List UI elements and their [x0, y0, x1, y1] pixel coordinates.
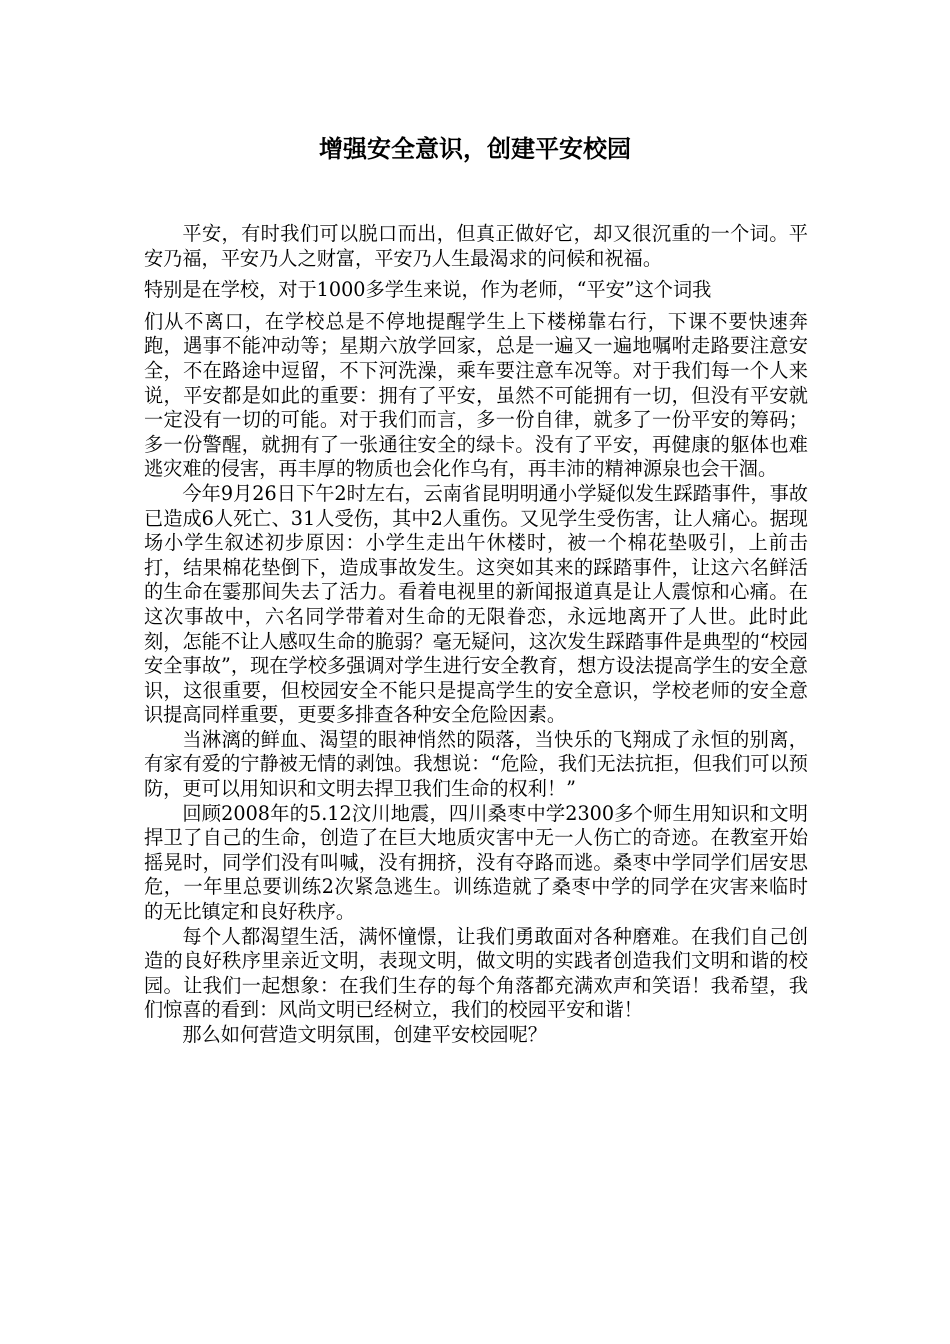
paragraph-4: 今年9月26日下午2时左右，云南省昆明明通小学疑似发生踩踏事件，事故已造成6人死亡、31人受伤，其中2人重伤。又见学生受伤害，让人痛心。据现场小学生叙述初步原因：小学生走出午休楼时，被一个棉花垫吸引，上前击打，结果棉花垫倒下，造成事故发生。这突如其来的踩踏事件，让这六名鲜活的生命在霎那间失去了活力。看着电视里的新闻报道真是让人震惊和心痛。在这次事故中，六名同学带着对生命的无限眷恋，永远地离开了人世。此时此刻，怎能不让人感叹生命的脆弱？毫无疑问，这次发生踩踏事件是典型的“校园安全事故”，现在学校多强调对学生进行安全教育，想方设法提高学生的安全意识，这很重要，但校园安全不能只是提高学生的安全意识，学校老师的安全意识提高同样重要，更要多排查各种安全危险因素。 [144, 481, 808, 727]
paragraph-7: 每个人都渴望生活，满怀憧憬，让我们勇敢面对各种磨难。在我们自己创造的良好秩序里亲近文明，表现文明，做文明的实践者创造我们文明和谐的校园。让我们一起想象：在我们生存的每个角落都充满欢声和笑语！我希望，我们惊喜的看到：风尚文明已经树立，我们的校园平安和谐！ [144, 924, 808, 1022]
document-body [144, 222, 808, 1048]
document-title: 增强安全意识，创建平安校园 [319, 135, 631, 163]
paragraph-2: 特别是在学校，对于1000多学生来说，作为老师，“平安”这个词我 [144, 278, 712, 302]
paragraph-5: 当淋漓的鲜血、渴望的眼神悄然的陨落，当快乐的飞翔成了永恒的别离，有家有爱的宁静被无情的剥蚀。我想说：“危险，我们无法抗拒，但我们可以预防，更可以用知识和文明去捍卫我们生命的权利！” [144, 727, 808, 801]
paragraph-3: 们从不离口，在学校总是不停地提醒学生上下楼梯靠右行，下课不要快速奔跑，遇事不能冲动等；星期六放学回家，总是一遍又一遍地嘱咐走路要注意安全，不在路途中逗留，不下河洗澡，乘车要注意车况等。对于我们每一个人来说，平安都是如此的重要：拥有了平安，虽然不可能拥有一切，但没有平安就一定没有一切的可能。对于我们而言，多一份自律，就多了一份平安的筹码；多一份警醒，就拥有了一张通往安全的绿卡。没有了平安，再健康的躯体也难逃灾难的侵害，再丰厚的物质也会化作乌有，再丰沛的精神源泉也会干涸。 [144, 309, 808, 481]
paragraph-8: 那么如何营造文明氛围，创建平安校园呢？ [182, 1023, 547, 1046]
paragraph-1: 平安，有时我们可以脱口而出，但真正做好它，却又很沉重的一个词。平安乃福，平安乃人之财富，平安乃人生最渴求的问候和祝福。 [144, 222, 808, 270]
paragraph-6: 回顾2008年的5.12汶川地震，四川桑枣中学2300多个师生用知识和文明捍卫了自己的生命，创造了在巨大地质灾害中无一人伤亡的奇迹。在教室开始摇晃时，同学们没有叫喊，没有拥挤，没有夺路而逃。桑枣中学同学们居安思危，一年里总要训练2次紧急逃生。训练造就了桑枣中学的同学在灾害来临时的无比镇定和良好秩序。 [144, 801, 808, 924]
